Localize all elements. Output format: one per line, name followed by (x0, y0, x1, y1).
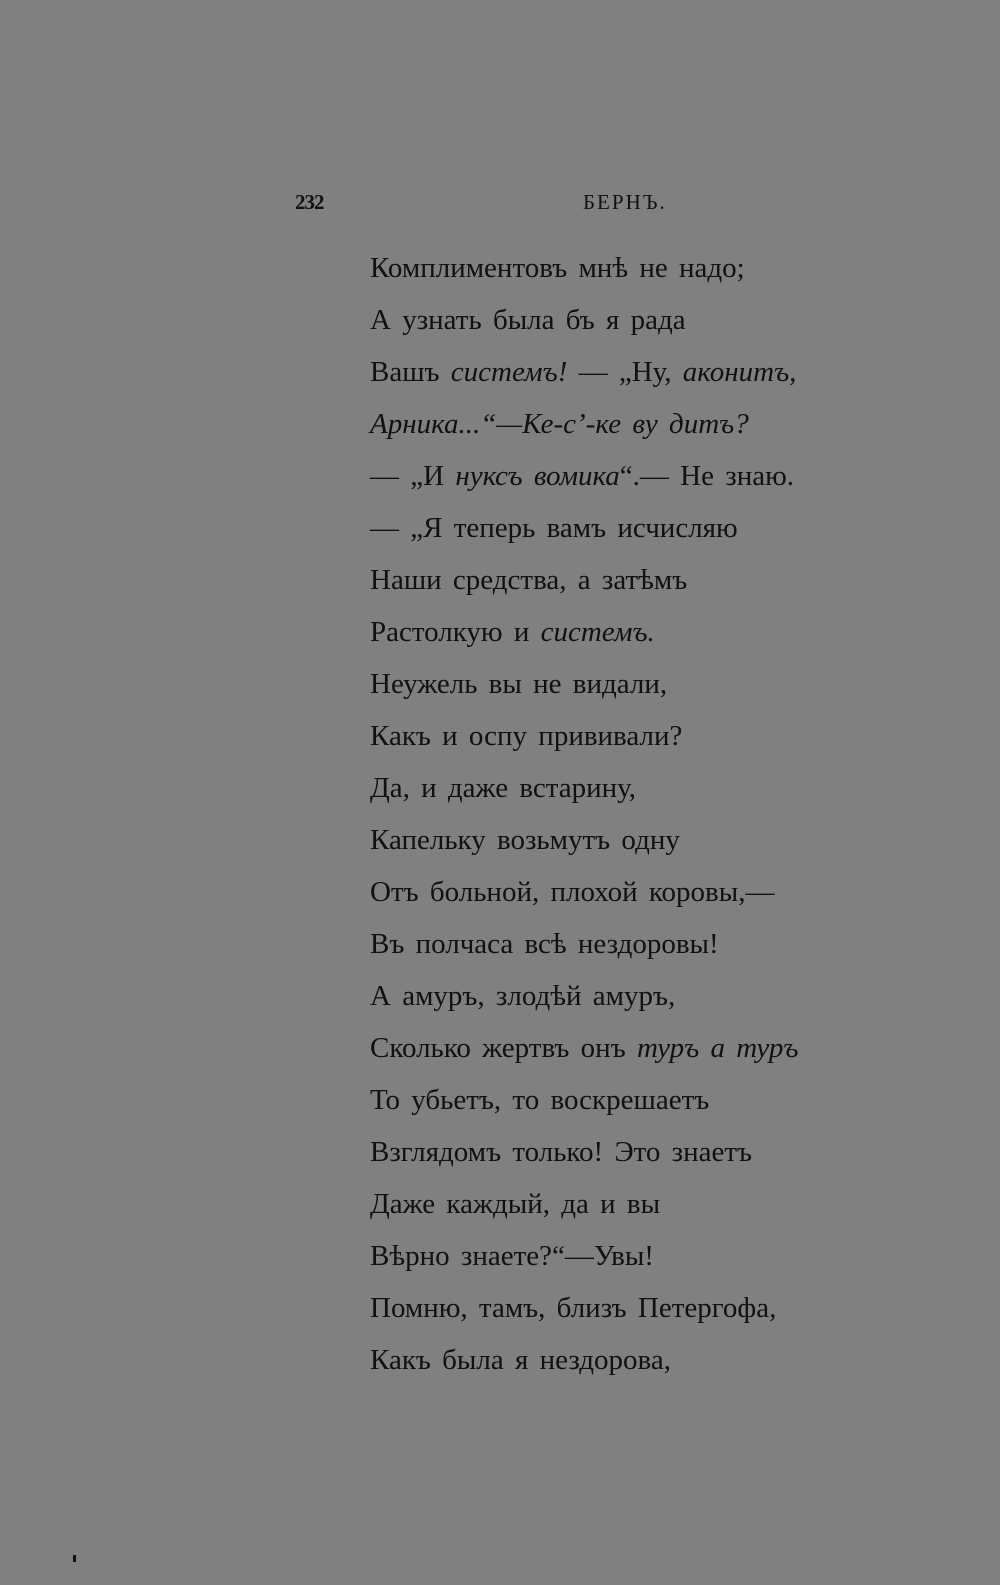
poem-line (370, 300, 798, 352)
italic-segment: туръ а туръ (636, 1032, 799, 1064)
text-segment: Въ полчаса всѣ нездоровы! (370, 928, 719, 960)
poem-line (370, 352, 798, 404)
text-segment: Наши средства, а затѣмъ (370, 564, 688, 596)
poem-line (370, 768, 798, 820)
poem-line (370, 1340, 798, 1392)
poem-line (370, 612, 798, 664)
poem-line (370, 456, 798, 508)
italic-segment: аконитъ, (682, 356, 797, 388)
text-segment: Растолкую и (370, 616, 541, 648)
poem-line (370, 664, 798, 716)
text-segment: — „И (370, 460, 456, 492)
text-segment: Вашъ (370, 356, 451, 388)
text-segment: Вѣрно знаете?“—Увы! (370, 1240, 654, 1272)
text-segment: Да, и даже встарину, (370, 772, 637, 804)
poem-line (370, 820, 798, 872)
italic-segment: Арника...“—Ке-с’-ке ву дитъ? (370, 408, 749, 440)
print-speck (73, 1555, 76, 1562)
text-segment: Даже каждый, да и вы (370, 1188, 661, 1220)
text-segment: То убьетъ, то воскрешаетъ (370, 1084, 710, 1116)
text-segment: — „Я теперь вамъ исчисляю (370, 512, 738, 544)
poem-line (370, 560, 798, 612)
text-segment: “.— Не знаю. (619, 460, 794, 492)
italic-segment: нуксъ вомика (455, 460, 620, 492)
italic-segment: системъ. (540, 616, 655, 648)
text-segment: А амуръ, злодѣй амуръ, (370, 980, 676, 1012)
poem-line (370, 248, 798, 300)
text-segment: Комплиментовъ мнѣ не надо; (370, 252, 745, 284)
poem-line (370, 1080, 798, 1132)
italic-segment: системъ! (450, 356, 568, 388)
text-segment: Капельку возьмутъ одну (370, 824, 680, 856)
text-segment: Какъ и оспу прививали? (370, 720, 683, 752)
poem-line (370, 404, 798, 456)
text-segment: Неужель вы не видали, (370, 668, 668, 700)
poem-line (370, 1028, 798, 1080)
poem-line (370, 1184, 798, 1236)
poem-line (370, 1132, 798, 1184)
text-segment: Помню, тамъ, близъ Петергофа, (370, 1292, 777, 1324)
poem-line (370, 508, 798, 560)
text-segment: Какъ была я нездорова, (370, 1344, 671, 1376)
text-segment: — „Ну, (567, 356, 683, 388)
poem-line (370, 872, 798, 924)
text-segment: Отъ больной, плохой коровы,— (370, 876, 775, 908)
poem-line (370, 1236, 798, 1288)
poem-line (370, 1288, 798, 1340)
poem-line (370, 924, 798, 976)
running-head: БЕРНЪ. (583, 190, 667, 214)
text-segment: Сколько жертвъ онъ (370, 1032, 637, 1064)
poem-line (370, 716, 798, 768)
poem-line (370, 976, 798, 1028)
text-segment: А узнать была бъ я рада (370, 304, 686, 336)
text-segment: Взглядомъ только! Это знаетъ (370, 1136, 753, 1168)
poem-text (370, 248, 798, 1392)
page-number: 232 (295, 190, 324, 214)
